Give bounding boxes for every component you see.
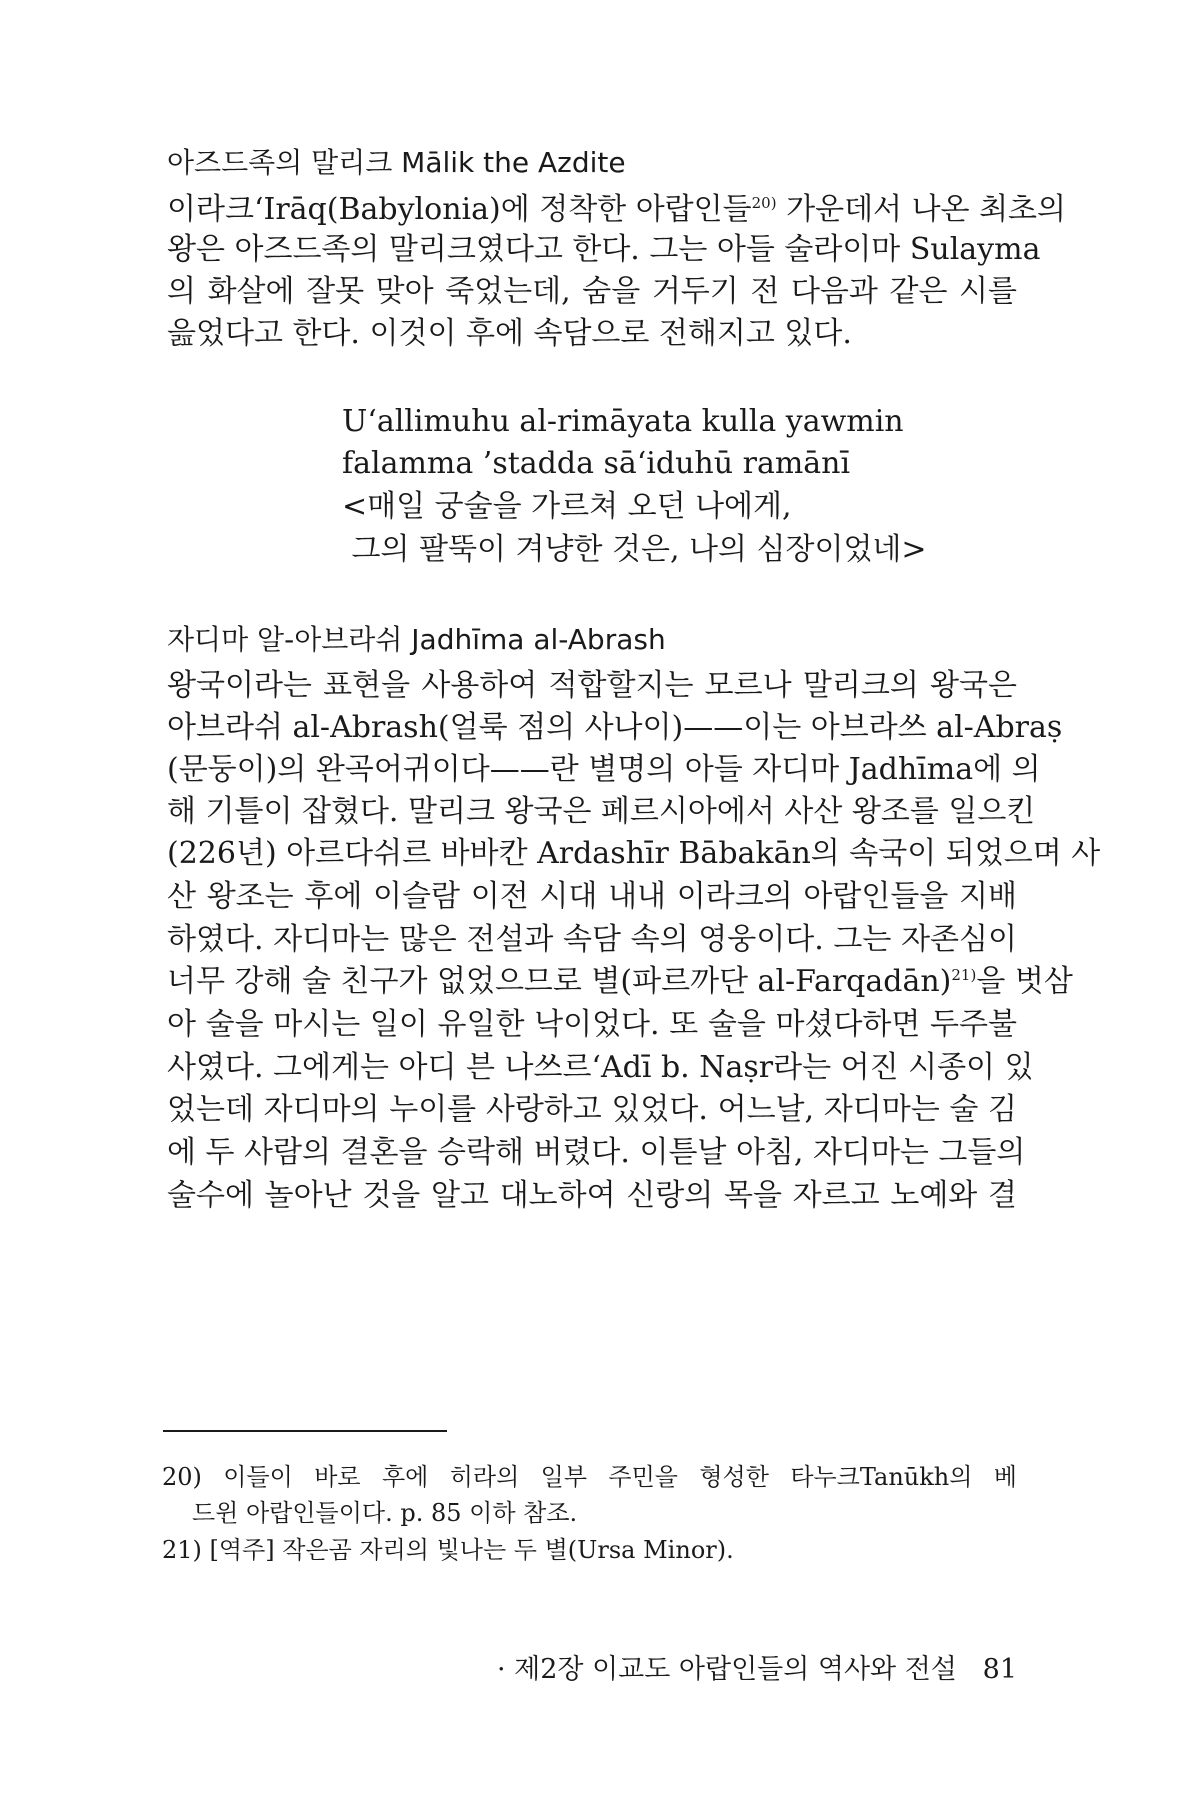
- body-line: 왕국이라는 표현을 사용하여 적합할지는 모르나 말리크의 왕국은: [167, 668, 1017, 703]
- body-text: 너무 강해 술 친구가 없었으므로 별(파르까단 al-Farqadān): [167, 964, 952, 999]
- verse-line: <매일 궁술을 가르쳐 오던 나에게,: [342, 489, 792, 524]
- section-heading-jadhima: 자디마 알-아브라쉬 Jadhīma al-Abrash: [167, 623, 666, 656]
- running-footer: · 제2장 이교도 아랍인들의 역사와 전설: [496, 1654, 957, 1685]
- footnote-20-continued: 드윈 아랍인들이다. p. 85 이하 참조.: [192, 1499, 578, 1527]
- footnote-separator: [163, 1430, 447, 1432]
- page-number: 81: [982, 1654, 1017, 1685]
- body-line: 아브라쉬 al-Abrash(얼룩 점의 사나이)——이는 아브라쓰 al-Abraṣ: [167, 710, 1063, 745]
- verse-line: 그의 팔뚝이 겨냥한 것은, 나의 심장이었네>: [342, 532, 927, 567]
- body-line: 산 왕조는 후에 이슬람 이전 시대 내내 이라크의 아랍인들을 지배: [167, 879, 1017, 914]
- body-line: [167, 962, 1073, 1002]
- body-line: [167, 190, 1067, 230]
- body-line: 에 두 사람의 결혼을 승락해 버렸다. 이튿날 아침, 자디마는 그들의: [167, 1135, 1026, 1170]
- body-text: 이라크‘Irāq(Babylonia)에 정착한 아랍인들: [167, 192, 752, 227]
- section-heading-malik: 아즈드족의 말리크 Mālik the Azdite: [167, 146, 626, 179]
- verse-line: falamma ’stadda sā‘iduhū ramānī: [342, 446, 851, 481]
- body-text: 가운데서 나온 최초의: [776, 192, 1067, 227]
- body-line: (문둥이)의 완곡어귀이다——란 별명의 아들 자디마 Jadhīma에 의: [167, 752, 1041, 787]
- body-line: 사였다. 그에게는 아디 븐 나쓰르‘Adī b. Naṣr라는 어진 시종이 있: [167, 1050, 1034, 1085]
- footnote-ref-20[interactable]: 20): [751, 194, 777, 212]
- body-line: 아 술을 마시는 일이 유일한 낙이었다. 또 술을 마셨다하면 두주불: [167, 1007, 1017, 1042]
- body-line: 하였다. 자디마는 많은 전설과 속담 속의 영웅이다. 그는 자존심이: [167, 922, 1017, 957]
- body-line: 었는데 자디마의 누이를 사랑하고 있었다. 어느날, 자디마는 술 김: [167, 1092, 1017, 1127]
- body-line: 술수에 놀아난 것을 알고 대노하여 신랑의 목을 자르고 노예와 결: [167, 1178, 1017, 1213]
- body-text: 을 벗삼: [976, 964, 1073, 999]
- body-line: 읊었다고 한다. 이것이 후에 속담으로 전해지고 있다.: [167, 316, 852, 351]
- body-line: (226년) 아르다쉬르 바바칸 Ardashīr Bābakān의 속국이 되었으며 사: [167, 836, 1101, 871]
- verse-line: U‘allimuhu al-rimāyata kulla yawmin: [342, 404, 904, 439]
- page-footer: [497, 1650, 1017, 1690]
- body-line: 의 화살에 잘못 맞아 죽었는데, 숨을 거두기 전 다음과 같은 시를: [167, 274, 1017, 309]
- footnote-21: 21) [역주] 작은곰 자리의 빛나는 두 별(Ursa Minor).: [162, 1536, 734, 1564]
- body-line: 해 기틀이 잡혔다. 말리크 왕국은 페르시아에서 사산 왕조를 일으킨: [167, 794, 1036, 829]
- footnote-ref-21[interactable]: 21): [951, 966, 977, 984]
- body-line: 왕은 아즈드족의 말리크였다고 한다. 그는 아들 술라이마 Sulayma: [167, 232, 1041, 267]
- footnote-20: 20) 이들이 바로 후에 히라의 일부 주민을 형성한 타누크Tanūkh의 베: [162, 1463, 1017, 1491]
